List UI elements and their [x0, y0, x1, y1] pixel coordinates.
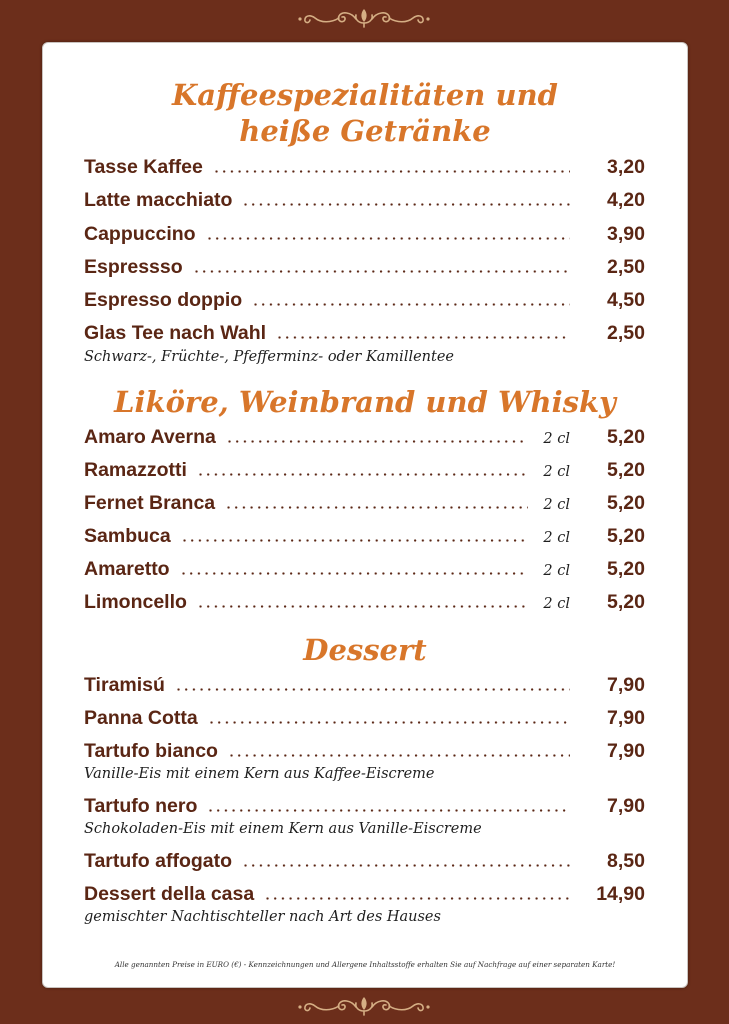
menu-item — [84, 218, 645, 251]
item-description: Schokoladen-Eis mit einem Kern aus Vanille-Eiscreme — [84, 821, 482, 837]
item-name: Tasse Kaffee — [84, 156, 203, 178]
dot-leader — [278, 336, 570, 339]
ornament-fleur — [361, 9, 366, 22]
section-title-line: Liköre, Weinbrand und Whisky — [114, 385, 616, 419]
item-name: Latte macchiato — [84, 189, 233, 212]
item-name: Glas Tee nach Wahl — [84, 322, 267, 345]
item-name: Ramazzotti — [84, 459, 187, 481]
item-price: 2,50 — [607, 322, 645, 345]
menu-item — [84, 586, 645, 619]
menu-item — [84, 317, 645, 364]
item-price: 4,50 — [607, 289, 645, 312]
dot-leader — [195, 270, 570, 273]
ornament-fleur — [361, 997, 366, 1010]
item-name: Dessert della casa — [84, 883, 255, 905]
section-title-line: Kaffeespezialitäten und — [172, 78, 558, 112]
item-unit: 2 cl — [543, 596, 570, 612]
dot-leader — [177, 688, 570, 691]
dot-leader — [228, 440, 528, 443]
menu-card — [42, 42, 688, 988]
item-price: 7,90 — [607, 740, 645, 762]
item-name: Espresso doppio — [84, 289, 243, 312]
section-title-dessert — [43, 632, 687, 668]
dot-leader — [182, 572, 528, 575]
item-price: 5,20 — [607, 459, 645, 481]
section-items-coffee — [84, 151, 645, 365]
item-price: 7,90 — [607, 795, 645, 817]
item-name: Limoncello — [84, 591, 187, 613]
dot-leader — [254, 303, 570, 306]
item-unit: 2 cl — [543, 530, 570, 546]
item-price: 14,90 — [596, 883, 645, 905]
item-price: 3,20 — [607, 156, 645, 178]
menu-item — [84, 251, 645, 284]
menu-item — [84, 184, 645, 217]
menu-item — [84, 284, 645, 317]
item-name: Fernet Branca — [84, 492, 216, 514]
menu-item — [84, 487, 645, 520]
item-name: Tiramisú — [84, 674, 165, 696]
section-items-dessert — [84, 669, 645, 925]
item-price: 4,20 — [607, 189, 645, 212]
dot-leader — [199, 473, 528, 476]
ornament-scroll-left — [305, 13, 356, 23]
item-name: Espressso — [84, 255, 183, 278]
item-name: Tartufo nero — [84, 795, 198, 817]
item-price: 5,20 — [607, 525, 645, 547]
dot-leader — [230, 754, 570, 757]
item-price: 7,90 — [607, 707, 645, 729]
item-name: Amaretto — [84, 558, 170, 580]
dot-leader — [227, 506, 528, 509]
section-title-liqueurs — [43, 384, 687, 420]
item-description: Schwarz-, Früchte-, Pfefferminz- oder Kamillentee — [84, 348, 454, 365]
item-name: Cappuccino — [84, 222, 196, 245]
ornament-scroll-right — [372, 13, 423, 23]
item-name: Amaro Averna — [84, 426, 216, 448]
item-price: 5,20 — [607, 558, 645, 580]
item-price: 8,50 — [607, 850, 645, 872]
item-description: Vanille-Eis mit einem Kern aus Kaffee-Eiscreme — [84, 766, 435, 782]
menu-item — [84, 790, 645, 837]
section-title-line: Dessert — [303, 633, 427, 667]
dot-leader — [215, 170, 570, 173]
menu-item — [84, 553, 645, 586]
ornament-bottom — [296, 994, 432, 1018]
dot-leader — [266, 897, 570, 900]
dot-leader — [244, 203, 570, 206]
item-unit: 2 cl — [543, 497, 570, 513]
item-price: 5,20 — [607, 426, 645, 448]
menu-item — [84, 151, 645, 184]
item-price: 5,20 — [607, 591, 645, 613]
ornament-scroll-right — [372, 1001, 423, 1011]
item-name: Tartufo affogato — [84, 850, 233, 872]
footer-note: Alle genannten Preise in EURO (€) - Kennzeichnungen und Allergene Inhaltsstoffe erhalten Sie auf Nachfrage auf einer separaten Karte! — [114, 960, 616, 969]
dot-leader — [208, 237, 570, 240]
item-name: Sambuca — [84, 525, 171, 547]
section-title-line: heiße Getränke — [239, 114, 491, 148]
ornament-scroll-left — [305, 1001, 356, 1011]
dot-leader — [244, 864, 570, 867]
item-unit: 2 cl — [543, 464, 570, 480]
dot-leader — [209, 809, 570, 812]
item-description: gemischter Nachtischteller nach Art des Hauses — [84, 909, 441, 925]
dot-leader — [183, 539, 528, 542]
menu-item — [84, 421, 645, 454]
item-unit: 2 cl — [543, 431, 570, 447]
menu-item — [84, 454, 645, 487]
item-price: 2,50 — [607, 255, 645, 278]
ornament-top — [296, 6, 432, 30]
menu-item — [84, 735, 645, 782]
section-items-liqueurs — [84, 421, 645, 619]
menu-item — [84, 702, 645, 735]
menu-item — [84, 845, 645, 878]
dot-leader — [199, 605, 528, 608]
menu-item — [84, 520, 645, 553]
menu-item — [84, 878, 645, 925]
menu-item — [84, 669, 645, 702]
item-price: 7,90 — [607, 674, 645, 696]
item-price: 5,20 — [607, 492, 645, 514]
dot-leader — [210, 721, 570, 724]
section-title-coffee — [43, 77, 687, 149]
item-name: Panna Cotta — [84, 707, 198, 729]
item-name: Tartufo bianco — [84, 740, 218, 762]
item-price: 3,90 — [607, 222, 645, 245]
item-unit: 2 cl — [543, 563, 570, 579]
